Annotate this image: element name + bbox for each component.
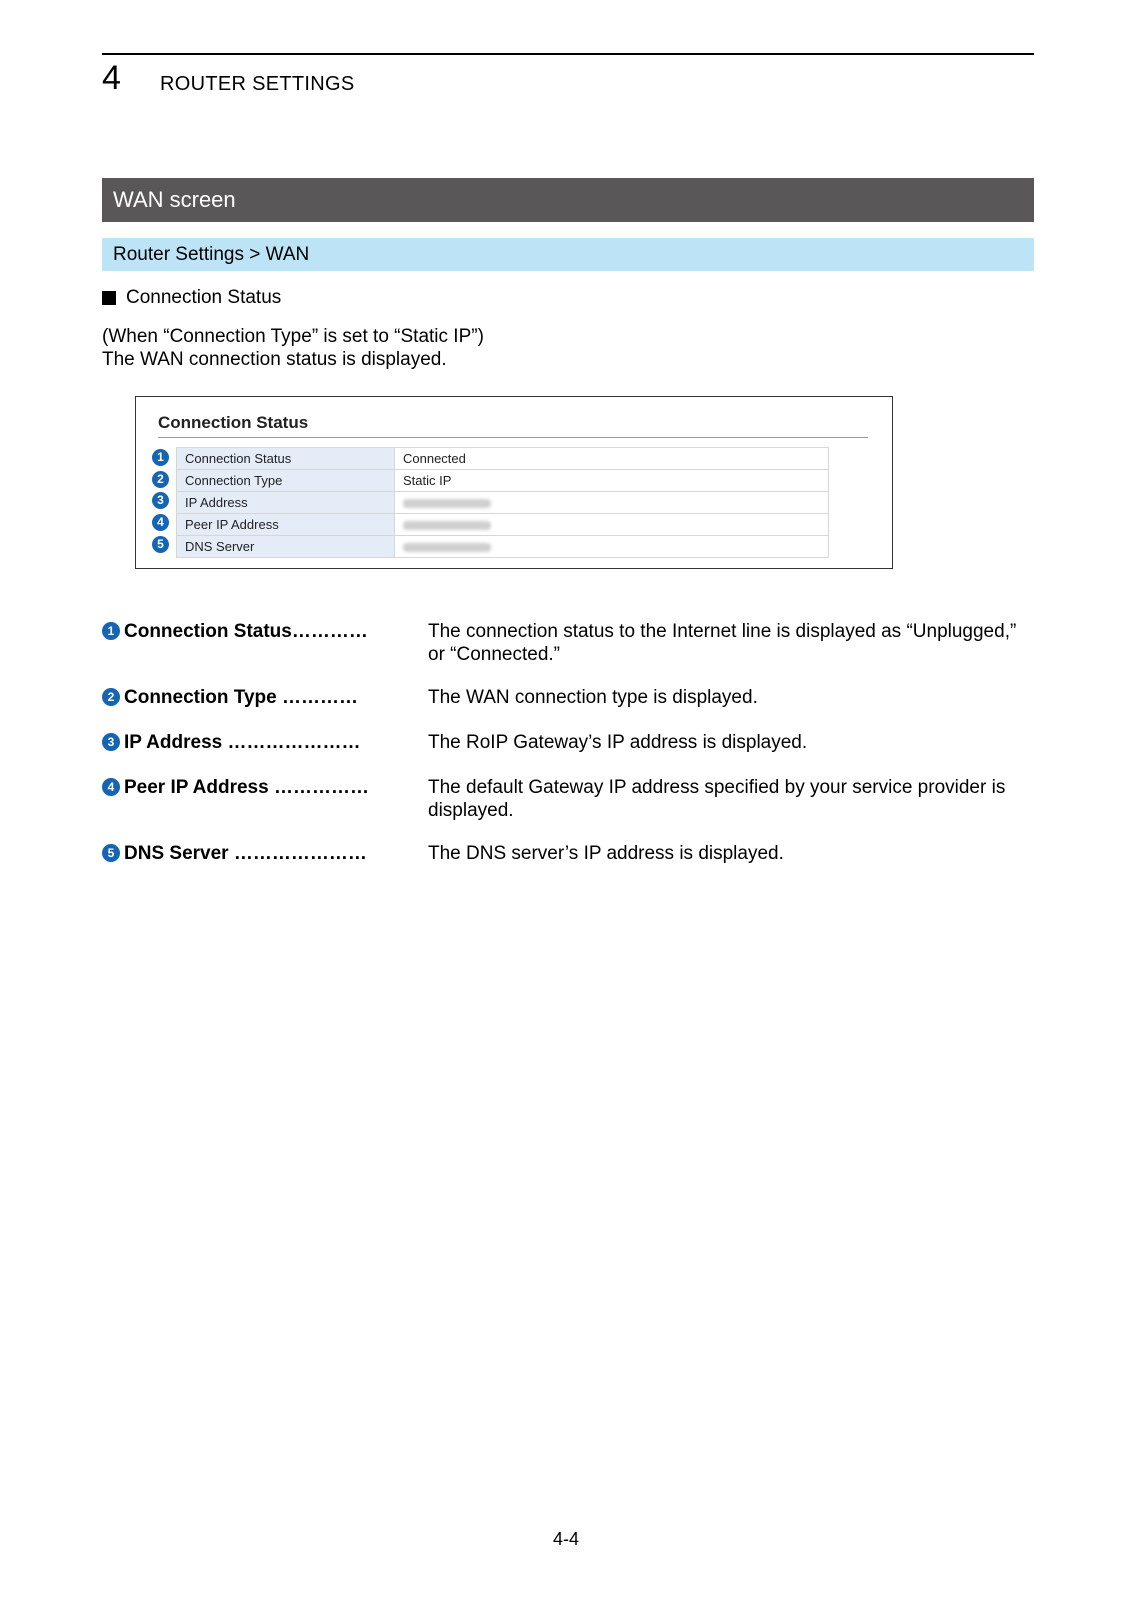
description-term-text: Connection Status………… [124, 621, 368, 642]
description-definition: The WAN connection type is displayed. [428, 687, 758, 708]
description-term [102, 686, 428, 709]
status-row-value [395, 492, 829, 514]
chapter-number: 4 [102, 59, 121, 97]
status-row [177, 536, 829, 558]
screenshot-title: Connection Status [158, 413, 309, 432]
number-marker-icon: 4 [152, 514, 169, 531]
description-definition: The connection status to the Internet line is displayed as “Unplugged,” or “Connected.” [428, 621, 1017, 665]
breadcrumb: Router Settings > WAN [102, 238, 1034, 271]
status-table [176, 447, 829, 558]
description-term [102, 620, 428, 666]
status-row-label: Peer IP Address [177, 514, 395, 536]
number-marker-icon: 1 [102, 622, 120, 640]
description-term-text: Peer IP Address …………… [124, 777, 369, 798]
chapter-title: ROUTER SETTINGS [160, 73, 355, 95]
number-marker-icon: 2 [102, 688, 120, 706]
status-row-label: IP Address [177, 492, 395, 514]
number-marker-icon: 4 [102, 778, 120, 796]
subsection-title: Connection Status [126, 287, 282, 308]
number-marker-icon: 5 [152, 536, 169, 553]
description-item [102, 776, 1034, 822]
screenshot-divider [158, 437, 868, 438]
number-marker-icon: 3 [102, 733, 120, 751]
description-term [102, 842, 428, 865]
description-item [102, 731, 1034, 754]
square-bullet-icon [102, 291, 116, 305]
status-row-label: DNS Server [177, 536, 395, 558]
status-row [177, 470, 829, 492]
description-term-text: Connection Type ………… [124, 687, 358, 708]
number-marker-icon: 5 [102, 844, 120, 862]
redacted-value [403, 521, 491, 530]
redacted-value [403, 543, 491, 552]
intro-line: The WAN connection status is displayed. [102, 349, 447, 370]
status-row-value: Connected [395, 448, 829, 470]
number-marker-icon: 3 [152, 492, 169, 509]
number-marker-icon: 2 [152, 471, 169, 488]
header-rule [102, 53, 1034, 55]
status-row-label: Connection Status [177, 448, 395, 470]
description-item [102, 842, 1034, 865]
description-definition: The DNS server’s IP address is displayed. [428, 843, 784, 864]
description-item [102, 686, 1034, 709]
description-term-text: DNS Server ………………… [124, 843, 367, 864]
status-row-value [395, 514, 829, 536]
connection-status-screenshot [135, 396, 893, 569]
status-row-label: Connection Type [177, 470, 395, 492]
status-row [177, 514, 829, 536]
status-row-value [395, 536, 829, 558]
redacted-value [403, 499, 491, 508]
status-row [177, 492, 829, 514]
section-title: WAN screen [102, 178, 1034, 222]
intro-line: (When “Connection Type” is set to “Static IP”) [102, 326, 484, 347]
description-term [102, 776, 428, 822]
description-term [102, 731, 428, 754]
status-row-value: Static IP [395, 470, 829, 492]
description-list [102, 620, 1034, 865]
description-item [102, 620, 1034, 666]
status-row [177, 448, 829, 470]
intro-text [102, 325, 484, 371]
description-definition: The default Gateway IP address specified by your service provider is displayed. [428, 777, 1006, 821]
number-marker-icon: 1 [152, 449, 169, 466]
subsection-heading [102, 286, 281, 310]
page-number: 4-4 [552, 1529, 579, 1549]
description-definition: The RoIP Gateway’s IP address is displayed. [428, 732, 808, 753]
description-term-text: IP Address ………………… [124, 732, 361, 753]
